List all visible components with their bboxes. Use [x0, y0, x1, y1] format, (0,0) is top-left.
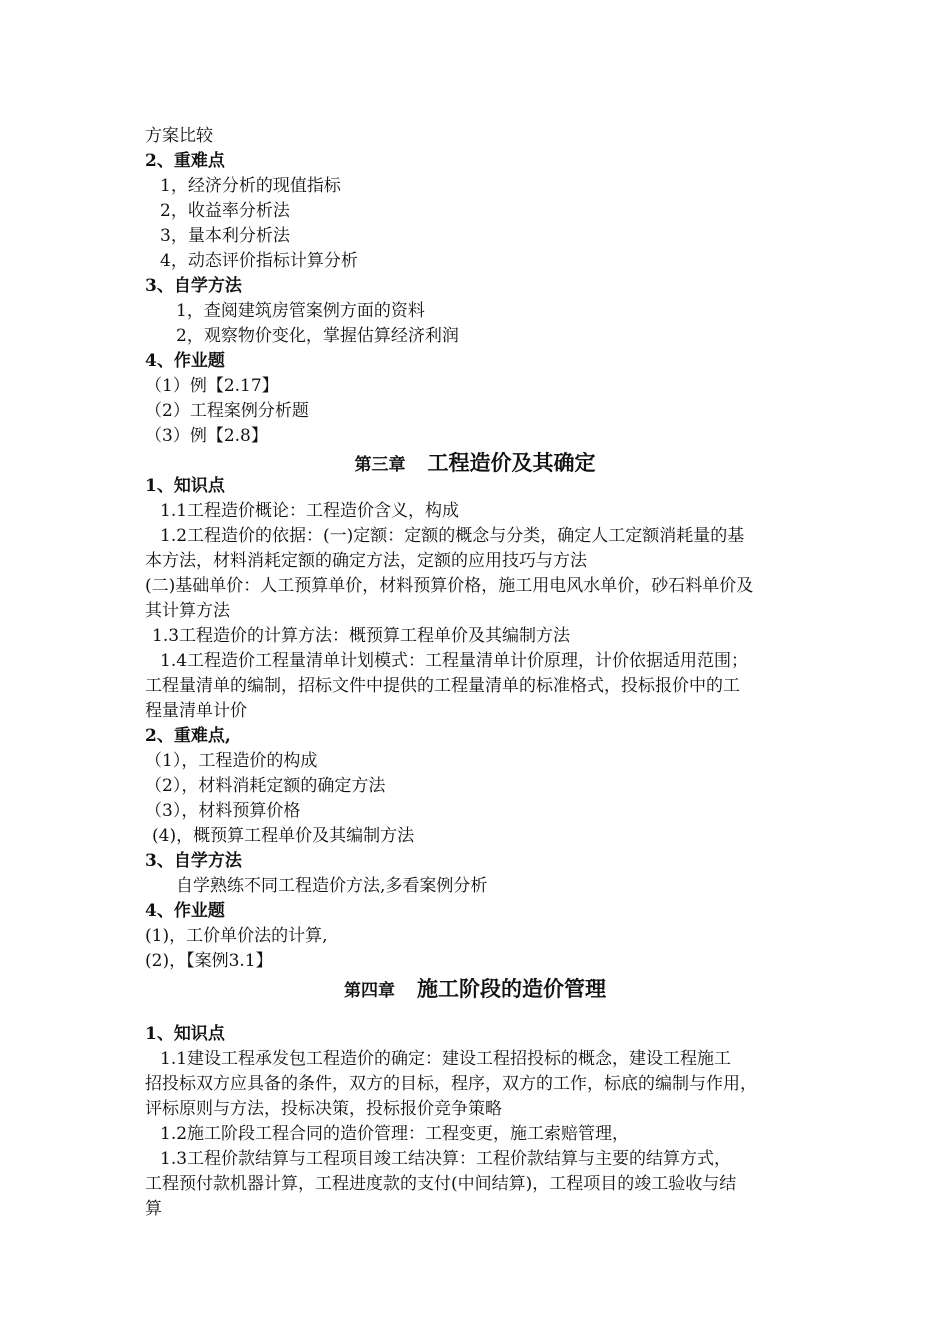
text-line: 其计算方法 — [145, 601, 230, 621]
text-line: 方案比较 — [145, 126, 213, 146]
list-item: （2），材料消耗定额的确定方法 — [145, 776, 386, 796]
chapter-heading — [0, 447, 950, 477]
text-line: 算 — [145, 1199, 162, 1219]
list-item: 4，动态评价指标计算分析 — [160, 251, 358, 271]
list-item: （3），材料预算价格 — [145, 801, 301, 821]
text-line: 1.1建设工程承发包工程造价的确定：建设工程招投标的概念，建设工程施工 — [160, 1049, 732, 1069]
chapter-number: 第三章 — [354, 455, 406, 475]
list-item: 1，经济分析的现值指标 — [160, 176, 341, 196]
chapter-heading — [0, 973, 950, 1003]
chapter-number: 第四章 — [344, 981, 395, 1001]
section-heading: 4、作业题 — [145, 901, 225, 921]
text-line: 1.1工程造价概论：工程造价含义，构成 — [160, 501, 460, 521]
text-line: 工程量清单的编制，招标文件中提供的工程量清单的标准格式，投标报价中的工 — [145, 676, 740, 696]
section-heading: 3、自学方法 — [145, 851, 242, 871]
text-line: 1.3工程价款结算与工程项目竣工结决算：工程价款结算与主要的结算方式， — [160, 1149, 732, 1169]
text-line: 自学熟练不同工程造价方法,多看案例分析 — [176, 876, 488, 896]
list-item: 2，收益率分析法 — [160, 201, 290, 221]
text-line: 程量清单计价 — [145, 701, 247, 721]
text-line: 1.3工程造价的计算方法：概预算工程单价及其编制方法 — [152, 626, 571, 646]
section-heading: 1、知识点 — [145, 1024, 225, 1044]
section-heading: 4、作业题 — [145, 351, 225, 371]
text-line: 1.4工程造价工程量清单计划模式：工程量清单计价原理，计价依据适用范围； — [160, 651, 749, 671]
text-line: 1.2工程造价的依据：(一)定额：定额的概念与分类，确定人工定额消耗量的基 — [160, 526, 745, 546]
list-item: 2，观察物价变化，掌握估算经济利润 — [176, 326, 459, 346]
section-heading: 1、知识点 — [145, 476, 225, 496]
list-item: (4)，概预算工程单价及其编制方法 — [152, 826, 415, 846]
text-line: 招投标双方应具备的条件，双方的目标，程序，双方的工作，标底的编制与作用， — [145, 1074, 757, 1094]
text-line: 本方法，材料消耗定额的确定方法，定额的应用技巧与方法 — [145, 551, 587, 571]
list-item: 3，量本利分析法 — [160, 226, 290, 246]
text-line: 工程预付款机器计算，工程进度款的支付(中间结算)，工程项目的竣工验收与结 — [145, 1174, 737, 1194]
list-item: （3）例【2.8】 — [145, 426, 268, 446]
section-heading: 2、重难点 — [145, 151, 225, 171]
section-heading: 2、重难点, — [145, 726, 231, 746]
list-item: （1），工程造价的构成 — [145, 751, 318, 771]
text-line: 评标原则与方法，投标决策，投标报价竞争策略 — [145, 1099, 502, 1119]
list-item: （1）例【2.17】 — [145, 376, 279, 396]
chapter-title: 施工阶段的造价管理 — [417, 976, 606, 1001]
text-line: 1.2施工阶段工程合同的造价管理：工程变更，施工索赔管理， — [160, 1124, 630, 1144]
section-heading: 3、自学方法 — [145, 276, 242, 296]
chapter-title: 工程造价及其确定 — [427, 450, 596, 475]
text-line: (二)基础单价：人工预算单价，材料预算价格，施工用电风水单价，砂石料单价及 — [145, 576, 754, 596]
list-item: (1)，工价单价法的计算, — [145, 926, 328, 946]
list-item: （2）工程案例分析题 — [145, 401, 309, 421]
list-item: 1，查阅建筑房管案例方面的资料 — [176, 301, 425, 321]
list-item: (2)，【案例3.1】 — [145, 951, 273, 971]
